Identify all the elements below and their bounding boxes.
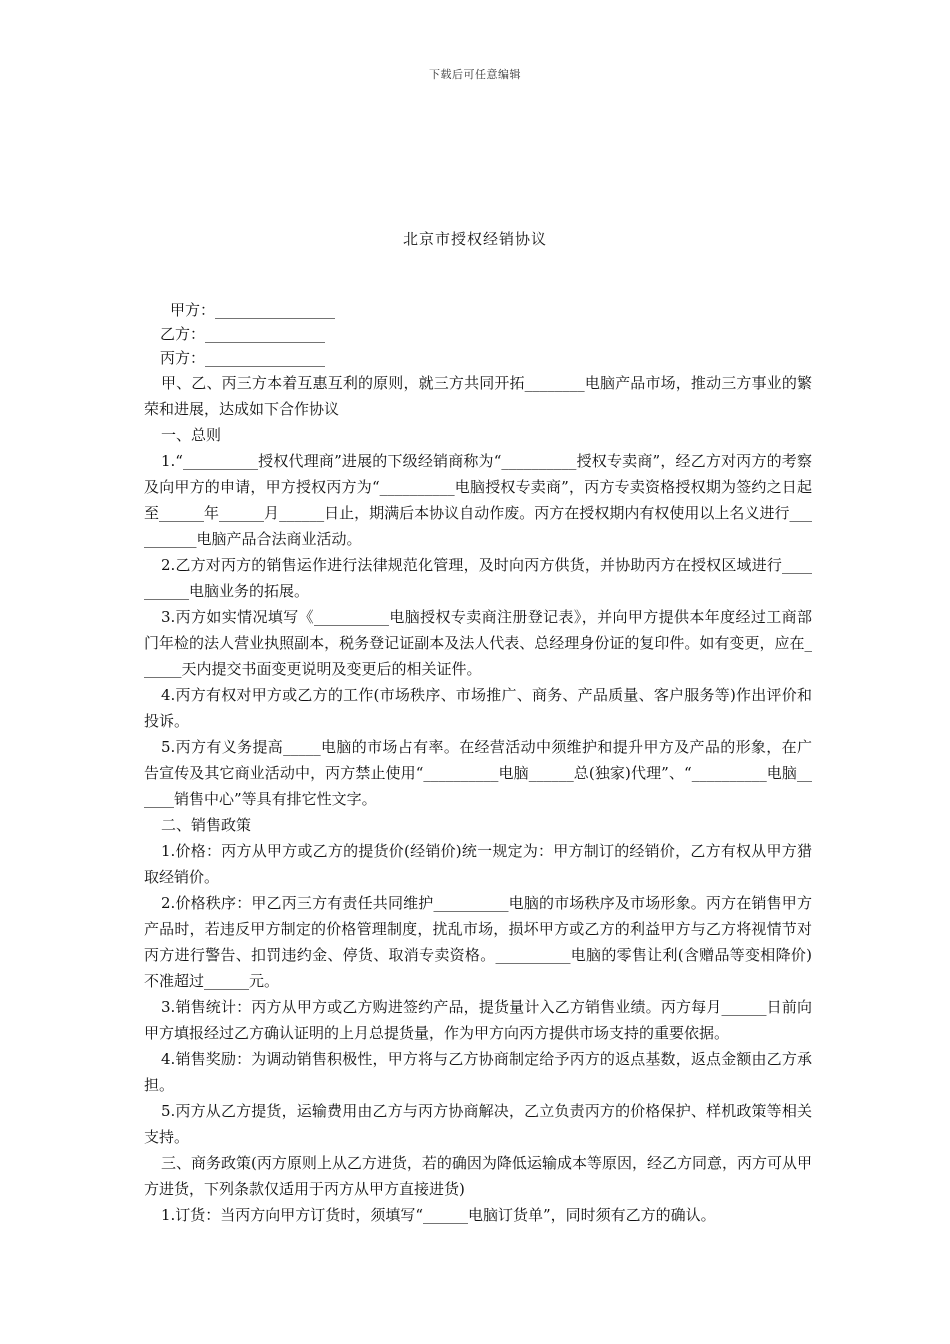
clause-paragraph: 2.价格秩序：甲乙丙三方有责任共同维护__________电脑的市场秩序及市场形象。丙方在销售甲方产品时，若违反甲方制定的价格管理制度，扰乱市场，损坏甲方或乙方的利益甲方与乙方将视情节对丙方进行警告、扣罚违约金、停货、取消专卖资格。__________电脑的零售让利(含赠品等变相降价)不准超过______元。 <box>144 894 812 990</box>
clause-paragraph: 3.丙方如实情况填写《__________电脑授权专卖商注册登记表》，并向甲方提供本年度经过工商部门年检的法人营业执照副本，税务登记证副本及法人代表、总经理身份证的复印件。如有变更，应在______天内提交书面变更说明及变更后的相关证件。 <box>144 608 812 678</box>
section-heading-general: 一、总则 <box>161 426 222 444</box>
clause-paragraph: 1.订货：当丙方向甲方订货时，须填写“______电脑订货单”，同时须有乙方的确认。 <box>161 1206 716 1224</box>
clause-paragraph: 1.“__________授权代理商”进展的下级经销商称为“__________授权专卖商”，经乙方对丙方的考察及向甲方的申请，甲方授权丙方为“__________电脑授权专卖商”，丙方专卖资格授权期为签约之日起至______年______月______日止，期满后本协议自动作废。丙方在授权期内有权使用以上名义进行__________电脑产品合法商业活动。 <box>144 452 812 548</box>
party-bing: 丙方：________________ <box>160 349 326 367</box>
clause-paragraph: 5.丙方有义务提高_____电脑的市场占有率。在经营活动中须维护和提升甲方及产品的形象，在广告宣传及其它商业活动中，丙方禁止使用“__________电脑______总(独家)代理”、“__________电脑______销售中心”等具有排它性文字。 <box>144 738 812 808</box>
clause-paragraph: 2.乙方对丙方的销售运作进行法律规范化管理，及时向丙方供货，并协助丙方在授权区域进行__________电脑业务的拓展。 <box>144 556 812 600</box>
document-body <box>144 298 812 1228</box>
clause-paragraph: 5.丙方从乙方提货，运输费用由乙方与丙方协商解决，乙立负责丙方的价格保护、样机政策等相关支持。 <box>144 1102 812 1146</box>
party-yi: 乙方：________________ <box>160 325 326 343</box>
header-note: 下载后可任意编辑 <box>429 68 521 81</box>
clause-paragraph: 1.价格：丙方从甲方或乙方的提货价(经销价)统一规定为：甲方制订的经销价，乙方有权从甲方猎取经销价。 <box>144 842 812 886</box>
intro-paragraph: 甲、乙、丙三方本着互惠互利的原则，就三方共同开拓________电脑产品市场，推动三方事业的繁荣和进展，达成如下合作协议 <box>144 374 812 418</box>
clause-paragraph: 4.丙方有权对甲方或乙方的工作(市场秩序、市场推广、商务、产品质量、客户服务等)作出评价和投诉。 <box>144 686 812 730</box>
document-title: 北京市授权经销协议 <box>402 230 547 248</box>
party-jia: 甲方：________________ <box>170 301 336 319</box>
clause-paragraph: 4.销售奖励：为调动销售积极性，甲方将与乙方协商制定给予丙方的返点基数，返点金额由乙方承担。 <box>144 1050 812 1094</box>
section-heading-business: 三、商务政策(丙方原则上从乙方进货，若的确因为降低运输成本等原因，经乙方同意，丙方可从甲方进货，下列条款仅适用于丙方从甲方直接进货) <box>144 1154 812 1198</box>
clause-paragraph: 3.销售统计：丙方从甲方或乙方购进签约产品，提货量计入乙方销售业绩。丙方每月______日前向甲方填报经过乙方确认证明的上月总提货量，作为甲方向丙方提供市场支持的重要依据。 <box>144 998 812 1042</box>
section-heading-sales: 二、销售政策 <box>161 816 252 834</box>
